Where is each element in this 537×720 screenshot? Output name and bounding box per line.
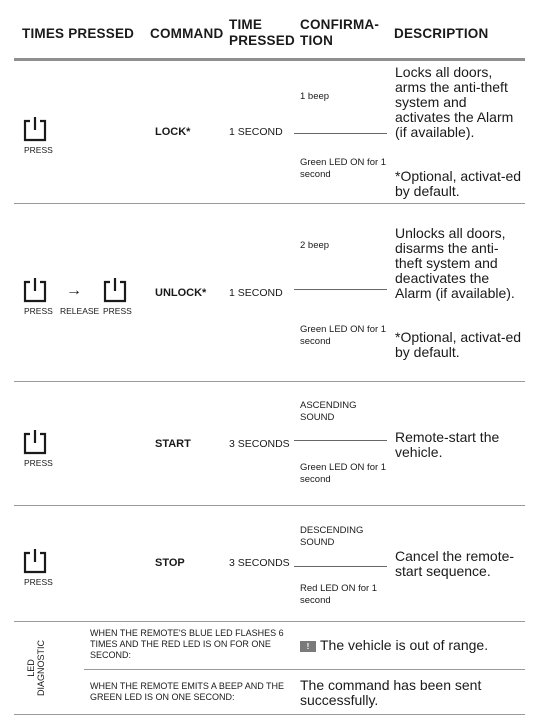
confirm-lock-top: 1 beep (300, 91, 330, 102)
row-divider (14, 381, 525, 382)
header-times-pressed: TIMES PRESSED (22, 26, 135, 41)
command-start: START (155, 438, 191, 450)
press-label: PRESS (24, 306, 53, 316)
row-divider (14, 621, 525, 622)
header-time-pressed-line1: TIME (229, 17, 263, 32)
confirm-unlock-bottom: Green LED ON for 1 second (300, 324, 387, 347)
release-label: RELEASE (60, 306, 100, 316)
press-label: PRESS (24, 577, 53, 587)
press-label-2: PRESS (103, 306, 132, 316)
confirm-divider (294, 289, 387, 290)
press-label: PRESS (24, 458, 53, 468)
command-unlock: UNLOCK* (155, 287, 207, 299)
confirm-divider (294, 566, 387, 567)
power-button-icon (103, 277, 127, 303)
header-command: COMMAND (150, 26, 224, 41)
note-unlock: *Optional, activat-ed by default. (395, 329, 522, 360)
header-confirmation-line1: CONFIRMA- (300, 17, 380, 32)
header-divider (14, 58, 525, 61)
confirm-stop-bottom: Red LED ON for 1 second (300, 583, 378, 606)
header-confirmation-line2: TION (300, 33, 334, 48)
confirm-lock-bottom: Green LED ON for 1 second (300, 157, 387, 180)
led-result-1: ! The vehicle is out of range. (300, 638, 524, 653)
confirm-unlock-top: 2 beep (300, 240, 330, 251)
led-condition-1: WHEN THE REMOTE'S BLUE LED FLASHES 6 TIMES AND THE RED LED IS ON FOR ONE SECOND: (90, 628, 284, 660)
command-stop: STOP (155, 557, 185, 569)
power-button-icon (23, 116, 47, 142)
header-time-pressed-line2: PRESSED (229, 33, 295, 48)
confirm-divider (294, 133, 387, 134)
description-lock: Locks all doors, arms the anti-theft system and activates the Alarm (if available). (395, 64, 514, 140)
power-button-icon (23, 548, 47, 574)
description-unlock: Unlocks all doors, disarms the anti-theft system and deactivates the Alarm (if available). (395, 225, 515, 301)
led-condition-2: WHEN THE REMOTE EMITS A BEEP AND THE GREEN LED IS ON ONE SECOND: (90, 681, 285, 702)
description-stop: Cancel the remote-start sequence. (395, 548, 515, 579)
led-divider (84, 669, 525, 670)
led-diagnostic-label: LED DIAGNOSTIC (26, 639, 46, 697)
time-lock: 1 SECOND (229, 126, 283, 138)
time-unlock: 1 SECOND (229, 287, 283, 299)
command-lock: LOCK* (155, 126, 191, 138)
confirm-divider (294, 440, 387, 441)
row-divider (14, 203, 525, 204)
warning-badge-icon: ! (300, 641, 316, 652)
header-description: DESCRIPTION (394, 26, 489, 41)
note-lock: *Optional, activat-ed by default. (395, 168, 522, 199)
arrow-right-icon: → (66, 282, 82, 299)
power-button-icon (23, 429, 47, 455)
row-divider (14, 505, 525, 506)
description-start: Remote-start the vehicle. (395, 429, 500, 460)
confirm-stop-top: DESCENDING SOUND (300, 525, 364, 548)
power-button-icon (23, 277, 47, 303)
confirm-start-top: ASCENDING SOUND (300, 400, 357, 423)
press-label: PRESS (24, 145, 53, 155)
bottom-divider (14, 714, 525, 715)
time-start: 3 SECONDS (229, 438, 290, 450)
confirm-start-bottom: Green LED ON for 1 second (300, 462, 387, 485)
time-stop: 3 SECONDS (229, 557, 290, 569)
led-result-2: The command has been sent successfully. (300, 677, 482, 708)
